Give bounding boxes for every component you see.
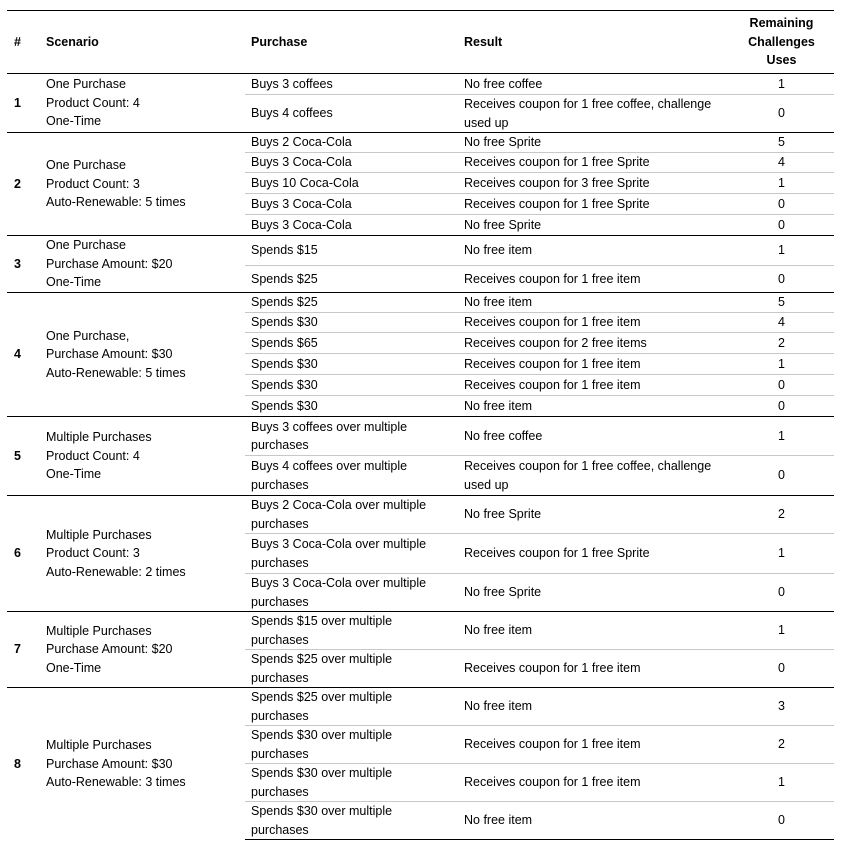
- purchase-cell: Buys 3 Coca-Cola over multiple purchases: [245, 534, 458, 574]
- remaining-uses-cell: 2: [729, 726, 834, 764]
- result-cell: Receives coupon for 1 free coffee, challenge used up: [458, 456, 729, 496]
- result-cell: No free item: [458, 396, 729, 417]
- scenario-number: 7: [7, 612, 40, 688]
- table-row: [7, 417, 834, 456]
- scenario-line: Product Count: 3: [46, 546, 140, 561]
- scenario-line: Purchase Amount: $30: [46, 347, 173, 362]
- table-row: [7, 496, 834, 534]
- scenario-number: 4: [7, 293, 40, 417]
- result-cell: Receives coupon for 1 free item: [458, 354, 729, 375]
- table-row: [7, 133, 834, 153]
- purchase-cell: Spends $25 over multiple purchases: [245, 650, 458, 688]
- remaining-uses-cell: 2: [729, 333, 834, 354]
- table-row: [7, 612, 834, 650]
- scenario-line: Product Count: 4: [46, 95, 140, 110]
- remaining-uses-cell: 0: [729, 456, 834, 496]
- result-cell: No free Sprite: [458, 133, 729, 153]
- remaining-uses-cell: 3: [729, 688, 834, 726]
- purchase-cell: Spends $30: [245, 313, 458, 333]
- scenario-line: Auto-Renewable: 3 times: [46, 775, 186, 789]
- remaining-uses-cell: 1: [729, 74, 834, 95]
- purchase-cell: Buys 3 coffees over multiple purchases: [245, 417, 458, 456]
- result-cell: Receives coupon for 1 free coffee, challenge used up: [458, 95, 729, 133]
- remaining-uses-cell: 0: [729, 396, 834, 417]
- scenario-description: [40, 74, 245, 133]
- result-cell: No free item: [458, 612, 729, 650]
- result-cell: Receives coupon for 1 free Sprite: [458, 534, 729, 574]
- remaining-uses-cell: 0: [729, 375, 834, 396]
- scenario-description: [40, 496, 245, 612]
- purchase-cell: Spends $15 over multiple purchases: [245, 612, 458, 650]
- header-purchase: Purchase: [245, 11, 458, 74]
- purchase-cell: Spends $30: [245, 354, 458, 375]
- remaining-uses-cell: 1: [729, 612, 834, 650]
- scenario-number: 3: [7, 236, 40, 293]
- result-cell: No free Sprite: [458, 574, 729, 612]
- scenario-line: Purchase Amount: $20: [46, 256, 173, 271]
- purchase-cell: Spends $30 over multiple purchases: [245, 726, 458, 764]
- purchase-cell: Buys 10 Coca-Cola: [245, 173, 458, 194]
- scenario-line: Multiple Purchases: [46, 527, 152, 542]
- scenario-line: Multiple Purchases: [46, 738, 152, 752]
- remaining-uses-cell: 0: [729, 266, 834, 293]
- purchase-cell: Buys 4 coffees over multiple purchases: [245, 456, 458, 496]
- scenario-number: 2: [7, 133, 40, 236]
- remaining-uses-cell: 1: [729, 236, 834, 266]
- scenario-description: [40, 293, 245, 417]
- scenario-line: One-Time: [46, 467, 102, 482]
- remaining-uses-cell: 4: [729, 313, 834, 333]
- table-body: [7, 74, 834, 840]
- purchase-cell: Spends $25: [245, 293, 458, 313]
- remaining-uses-cell: 0: [729, 574, 834, 612]
- result-cell: Receives coupon for 2 free items: [458, 333, 729, 354]
- scenario-line: One-Time: [46, 275, 102, 290]
- scenario-description: [40, 688, 245, 840]
- table-row: [7, 236, 834, 266]
- result-cell: Receives coupon for 1 free item: [458, 266, 729, 293]
- remaining-uses-cell: 5: [729, 133, 834, 153]
- purchase-cell: Spends $25: [245, 266, 458, 293]
- scenario-line: One-Time: [46, 660, 102, 675]
- scenario-line: Auto-Renewable: 5 times: [46, 365, 186, 380]
- scenario-line: Auto-Renewable: 2 times: [46, 564, 186, 579]
- purchase-cell: Buys 3 coffees: [245, 74, 458, 95]
- purchase-cell: Spends $25 over multiple purchases: [245, 688, 458, 726]
- purchase-cell: Buys 3 Coca-Cola: [245, 153, 458, 173]
- table-row: [7, 74, 834, 95]
- scenario-number: 6: [7, 496, 40, 612]
- purchase-cell: Buys 2 Coca-Cola over multiple purchases: [245, 496, 458, 534]
- result-cell: No free item: [458, 688, 729, 726]
- scenario-line: Auto-Renewable: 5 times: [46, 195, 186, 210]
- header-result: Result: [458, 11, 729, 74]
- scenario-line: Multiple Purchases: [46, 623, 152, 638]
- remaining-uses-cell: 1: [729, 534, 834, 574]
- header-num: #: [7, 11, 40, 74]
- header-remaining-uses: [729, 11, 834, 74]
- header-remaining-line-3: Uses: [766, 53, 797, 68]
- remaining-uses-cell: 0: [729, 215, 834, 236]
- scenario-number: 1: [7, 74, 40, 133]
- result-cell: Receives coupon for 1 free item: [458, 726, 729, 764]
- scenario-line: One-Time: [46, 114, 102, 129]
- scenario-description: [40, 133, 245, 236]
- scenario-description: [40, 236, 245, 293]
- remaining-uses-cell: 0: [729, 802, 834, 840]
- header-remaining-line-1: Remaining: [749, 16, 814, 31]
- result-cell: No free item: [458, 293, 729, 313]
- remaining-uses-cell: 2: [729, 496, 834, 534]
- scenario-line: One Purchase: [46, 238, 126, 253]
- scenario-description: [40, 417, 245, 496]
- scenario-line: Product Count: 3: [46, 176, 140, 191]
- result-cell: Receives coupon for 1 free item: [458, 650, 729, 688]
- challenges-table: [7, 10, 834, 840]
- result-cell: No free Sprite: [458, 496, 729, 534]
- remaining-uses-cell: 1: [729, 417, 834, 456]
- purchase-cell: Buys 3 Coca-Cola: [245, 194, 458, 215]
- purchase-cell: Buys 2 Coca-Cola: [245, 133, 458, 153]
- purchase-cell: Buys 3 Coca-Cola over multiple purchases: [245, 574, 458, 612]
- table-row: [7, 688, 834, 726]
- scenario-line: Multiple Purchases: [46, 430, 152, 445]
- result-cell: No free item: [458, 802, 729, 840]
- remaining-uses-cell: 0: [729, 650, 834, 688]
- purchase-cell: Spends $30: [245, 375, 458, 396]
- header-row: [7, 11, 834, 74]
- table-row: [7, 293, 834, 313]
- result-cell: Receives coupon for 1 free Sprite: [458, 194, 729, 215]
- result-cell: Receives coupon for 1 free item: [458, 764, 729, 802]
- header-scenario: Scenario: [40, 11, 245, 74]
- purchase-cell: Spends $30: [245, 396, 458, 417]
- scenario-line: One Purchase: [46, 158, 126, 173]
- result-cell: Receives coupon for 1 free item: [458, 375, 729, 396]
- result-cell: No free coffee: [458, 74, 729, 95]
- remaining-uses-cell: 1: [729, 764, 834, 802]
- scenario-line: Purchase Amount: $20: [46, 642, 173, 657]
- scenario-line: Product Count: 4: [46, 448, 140, 463]
- result-cell: Receives coupon for 1 free Sprite: [458, 153, 729, 173]
- remaining-uses-cell: 0: [729, 95, 834, 133]
- remaining-uses-cell: 5: [729, 293, 834, 313]
- purchase-cell: Spends $30 over multiple purchases: [245, 764, 458, 802]
- scenario-line: Purchase Amount: $30: [46, 756, 173, 771]
- remaining-uses-cell: 4: [729, 153, 834, 173]
- result-cell: No free item: [458, 236, 729, 266]
- scenario-number: 8: [7, 688, 40, 840]
- remaining-uses-cell: 1: [729, 173, 834, 194]
- remaining-uses-cell: 1: [729, 354, 834, 375]
- purchase-cell: Spends $15: [245, 236, 458, 266]
- purchase-cell: Spends $65: [245, 333, 458, 354]
- purchase-cell: Buys 3 Coca-Cola: [245, 215, 458, 236]
- purchase-cell: Spends $30 over multiple purchases: [245, 802, 458, 840]
- result-cell: No free Sprite: [458, 215, 729, 236]
- scenario-description: [40, 612, 245, 688]
- scenario-line: One Purchase: [46, 77, 126, 92]
- result-cell: No free coffee: [458, 417, 729, 456]
- scenario-line: One Purchase,: [46, 328, 130, 343]
- scenario-number: 5: [7, 417, 40, 496]
- purchase-cell: Buys 4 coffees: [245, 95, 458, 133]
- result-cell: Receives coupon for 1 free item: [458, 313, 729, 333]
- header-remaining-line-2: Challenges: [748, 34, 815, 49]
- result-cell: Receives coupon for 3 free Sprite: [458, 173, 729, 194]
- remaining-uses-cell: 0: [729, 194, 834, 215]
